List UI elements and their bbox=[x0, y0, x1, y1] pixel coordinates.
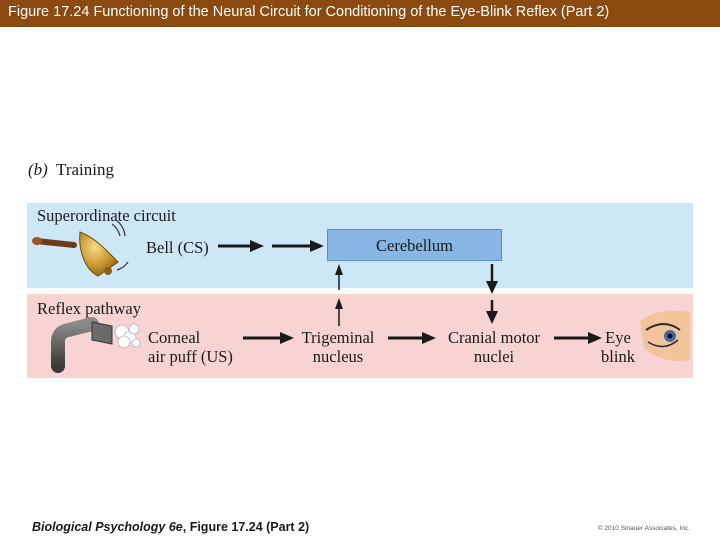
arrow-cranial-to-eye-blink bbox=[554, 332, 602, 344]
reflex-pathway-heading: Reflex pathway bbox=[37, 299, 142, 318]
eye-blink-label-line2: blink bbox=[601, 347, 635, 366]
cerebellum-label: Cerebellum bbox=[376, 236, 453, 255]
figure-title: Figure 17.24 Functioning of the Neural Circuit for Conditioning of the Eye-Blink Reflex (Part 2) bbox=[8, 4, 610, 20]
footer-citation bbox=[32, 520, 309, 534]
panel-letter: (b) bbox=[28, 160, 48, 179]
eye-icon bbox=[640, 310, 690, 361]
cranial-label-line1: Cranial motor bbox=[447, 328, 541, 347]
arrow-air-puff-to-trigeminal bbox=[243, 332, 294, 344]
air-puff-label-line1: Corneal bbox=[148, 328, 201, 347]
footer-figure-ref: , Figure 17.24 (Part 2) bbox=[182, 520, 310, 534]
bell-label: Bell (CS) bbox=[146, 238, 209, 257]
trigeminal-label-line1: Trigeminal bbox=[301, 328, 375, 347]
footer-book-title: Biological Psychology 6e bbox=[32, 520, 183, 534]
arrow-bell-to-relay bbox=[218, 240, 264, 252]
trigeminal-label-line2: nucleus bbox=[312, 347, 364, 366]
air-puff-nozzle-icon bbox=[58, 322, 140, 366]
arrow-cerebellum-to-cranial bbox=[486, 264, 498, 324]
arrow-relay-to-cerebellum bbox=[272, 240, 324, 252]
bell-icon bbox=[32, 220, 128, 276]
air-puff-label-line2: air puff (US) bbox=[148, 347, 233, 366]
footer-copyright: © 2010 Sinauer Associates, Inc. bbox=[597, 525, 690, 532]
superordinate-circuit-heading: Superordinate circuit bbox=[37, 206, 176, 225]
arrow-trigeminal-to-cranial bbox=[388, 332, 436, 344]
panel-name: Training bbox=[56, 160, 114, 179]
arrow-trigeminal-to-cerebellum bbox=[335, 264, 343, 326]
eye-blink-label-line1: Eye bbox=[605, 328, 631, 347]
cranial-label-line2: nuclei bbox=[473, 347, 515, 366]
